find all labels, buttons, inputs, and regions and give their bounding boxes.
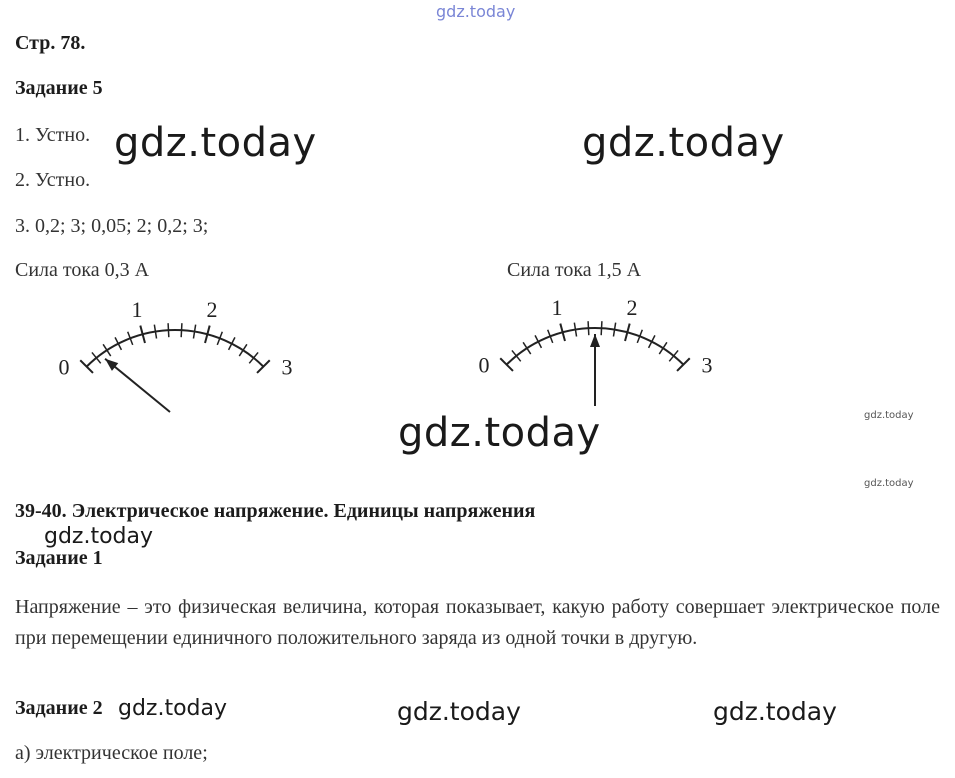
dial-needle-arrowhead — [590, 334, 600, 347]
task5-line2: 2. Устно. — [15, 169, 91, 191]
task2-heading: Задание 2 — [15, 697, 103, 719]
task2-item-a: а) электрическое поле; — [15, 742, 208, 764]
watermark-mid-2: gdz.today — [118, 696, 228, 721]
watermark-big-3: gdz.today — [398, 410, 601, 456]
dial-arc — [87, 330, 264, 367]
dial-label-3: 3 — [701, 352, 713, 378]
dial-label-0: 0 — [478, 352, 490, 378]
ammeter-dial-2 — [470, 294, 720, 428]
watermark-big-2: gdz.today — [582, 120, 785, 166]
dial-minor-tick — [103, 344, 111, 356]
section-title: 39-40. Электрическое напряжение. Единицы напряжения — [15, 500, 536, 522]
dial-minor-tick — [523, 342, 531, 354]
task5-line1: 1. Устно. — [15, 124, 91, 146]
dial-minor-tick — [588, 321, 589, 335]
ammeter-dial-1 — [50, 296, 300, 430]
dial-minor-tick — [168, 323, 169, 337]
watermark-small-1: gdz.today — [864, 410, 914, 421]
dial-minor-tick — [239, 344, 247, 356]
watermark-top: gdz.today — [436, 2, 516, 21]
task5-heading: Задание 5 — [15, 77, 103, 99]
dial-label-3: 3 — [281, 354, 293, 380]
dial-label-1: 1 — [551, 294, 563, 320]
watermark-mid-3: gdz.today — [397, 697, 521, 726]
dial-minor-tick — [601, 321, 602, 335]
watermark-small-2: gdz.today — [864, 478, 914, 489]
task1-heading: Задание 1 — [15, 547, 103, 569]
dial-label-1: 1 — [131, 296, 143, 322]
task1-answer-text: Напряжение – это физическая величина, которая показывает, какую работу совершает электрическое поле при перемещении единичного положительного заряда из одной точки в другую. — [15, 596, 940, 649]
dial-label-2: 2 — [206, 296, 218, 322]
dial-minor-tick — [659, 342, 667, 354]
task5-line3: 3. 0,2; 3; 0,05; 2; 0,2; 3; — [15, 215, 209, 237]
meter2-caption: Сила тока 1,5 А — [507, 259, 642, 281]
watermark-mid-4: gdz.today — [713, 697, 837, 726]
watermark-big-1: gdz.today — [114, 120, 317, 166]
dial-minor-tick — [181, 323, 182, 337]
dial-label-0: 0 — [58, 354, 70, 380]
page-reference: Стр. 78. — [15, 32, 86, 54]
watermark-mid-1: gdz.today — [44, 524, 154, 549]
meter1-caption: Сила тока 0,3 А — [15, 259, 150, 281]
dial-label-2: 2 — [626, 294, 638, 320]
